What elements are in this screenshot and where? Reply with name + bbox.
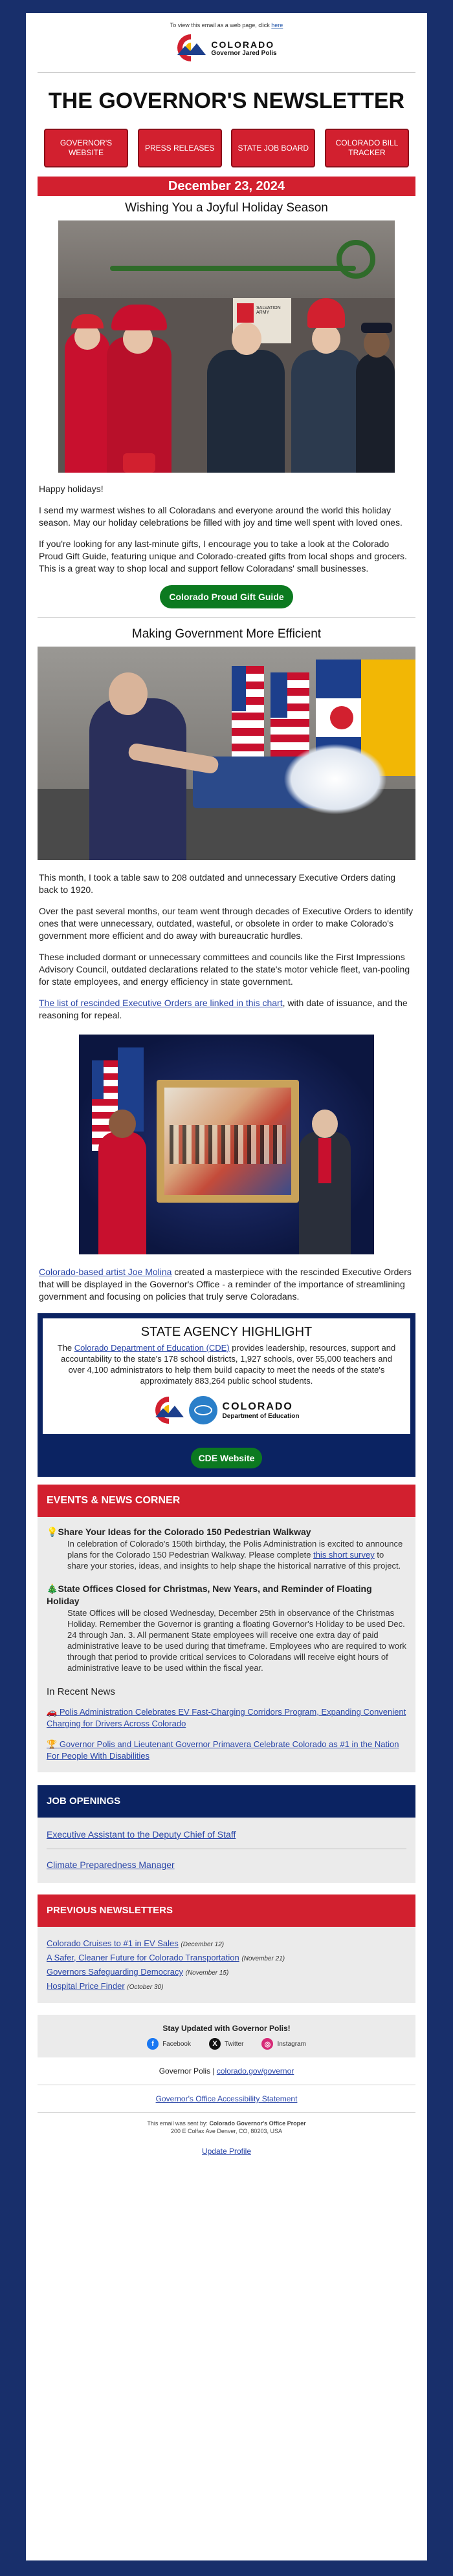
previous-date: (October 30): [127, 1984, 164, 1991]
social-footer: [38, 2015, 415, 2057]
instagram-link[interactable]: [261, 2038, 305, 2050]
car-icon: 🚗: [47, 1707, 58, 1717]
rescinded-orders-link[interactable]: The list of rescinded Executive Orders are linked in this chart: [39, 998, 283, 1008]
recent-news-item[interactable]: [47, 1739, 406, 1762]
table-saw-photo: [38, 647, 415, 860]
update-profile-link[interactable]: Update Profile: [201, 2147, 252, 2156]
preheader-link[interactable]: here: [271, 22, 283, 28]
holiday-heading: Wishing You a Joyful Holiday Season: [125, 201, 328, 215]
recent-news-item[interactable]: [47, 1706, 406, 1730]
jobs-heading: JOB OPENINGS: [38, 1785, 415, 1818]
efficiency-p1: This month, I took a table saw to 208 outdated and unnecessary Executive Orders dating back to 1920.: [39, 872, 395, 895]
recent-news-text[interactable]: Governor Polis and Lieutenant Governor Primavera Celebrate Colorado as #1 in the Nation For People With Disabilities: [47, 1739, 399, 1761]
tree-icon: 🎄: [47, 1583, 58, 1594]
trophy-icon: 🏆: [47, 1739, 58, 1749]
governors-website-button[interactable]: GOVERNOR'S WEBSITE: [44, 129, 128, 167]
twitter-label[interactable]: Twitter: [225, 2040, 244, 2048]
instagram-label[interactable]: Instagram: [277, 2040, 306, 2048]
date-banner: December 23, 2024: [38, 177, 415, 196]
governor-link-line: [38, 2057, 415, 2085]
recent-news-heading: In Recent News: [47, 1686, 115, 1697]
efficiency-p4-rest: , with date of issuance, and the reasoning for repeal.: [39, 998, 408, 1020]
efficiency-heading: Making Government More Efficient: [131, 627, 322, 641]
previous-date: (December 12): [181, 1941, 225, 1948]
governor-label: Governor Polis |: [159, 2066, 217, 2076]
event-text-post: to share your stories, ideas, and insights to help shape the historical narrative of this project.: [67, 1550, 401, 1571]
cde-website-button[interactable]: CDE Website: [191, 1448, 262, 1468]
state-job-board-button[interactable]: STATE JOB BOARD: [231, 129, 315, 167]
holiday-photo: [58, 220, 395, 473]
previous-date: (November 15): [185, 1970, 229, 1977]
sender-org: Colorado Governor's Office Proper: [209, 2120, 306, 2127]
artist-link[interactable]: Colorado-based artist Joe Molina: [39, 1267, 172, 1277]
facebook-link[interactable]: [147, 2038, 191, 2050]
twitter-link[interactable]: [209, 2038, 243, 2050]
header-logo: [38, 32, 415, 63]
event-text: [67, 1607, 406, 1673]
governor-site-link[interactable]: colorado.gov/governor: [216, 2066, 294, 2076]
accessibility-line: [38, 2085, 415, 2113]
gift-guide-button[interactable]: Colorado Proud Gift Guide: [160, 585, 293, 608]
job-link[interactable]: Executive Assistant to the Deputy Chief of Staff: [47, 1829, 236, 1840]
accessibility-link[interactable]: Governor's Office Accessibility Statement: [155, 2094, 298, 2103]
previous-heading: PREVIOUS NEWSLETTERS: [38, 1894, 415, 1927]
facebook-label[interactable]: Facebook: [162, 2040, 191, 2048]
twitter-icon: X: [209, 2038, 221, 2050]
lightbulb-icon: 💡: [47, 1527, 58, 1537]
efficiency-p5-rest: created a masterpiece with the rescinded Executive Orders that will be displayed in the Governor's Office - a reminder of the importance of streamlining government and focusing on policies that truly serve Coloradans.: [39, 1267, 412, 1302]
previous-item: [47, 1966, 406, 1980]
previous-link[interactable]: Hospital Price Finder: [47, 1981, 125, 1991]
facebook-icon: f: [147, 2038, 159, 2050]
cde-logo-line1: COLORADO: [222, 1401, 293, 1412]
previous-item: [47, 1937, 406, 1951]
event-title: State Offices Closed for Christmas, New Years, and Reminder of Floating Holiday: [47, 1583, 372, 1606]
agency-highlight: [38, 1313, 415, 1439]
previous-section: [38, 1927, 415, 2003]
newsletter-title: THE GOVERNOR'S NEWSLETTER: [48, 89, 405, 113]
sender-info: [38, 2113, 415, 2135]
divider: [38, 72, 415, 73]
events-section: [38, 1517, 415, 1772]
divider: [38, 617, 415, 618]
colorado-logo-icon: [176, 33, 206, 63]
efficiency-p3: These included dormant or unnecessary committees and councils like the First Impressions Advisory Council, outdated declarations related to the state's motor vehicle fleet, van-pooling for state employees, and energy efficiency in state government.: [39, 952, 410, 987]
logo-line2: Governor Jared Polis: [211, 49, 277, 57]
holiday-p1: Happy holidays!: [39, 484, 104, 494]
efficiency-p4: [38, 997, 415, 1022]
preheader: [38, 13, 415, 28]
kettle-sign: SALVATION ARMY: [256, 306, 281, 315]
logo-line1: COLORADO: [211, 39, 275, 50]
artwork-photo: [79, 1035, 374, 1254]
previous-date: (November 21): [241, 1955, 285, 1962]
job-link[interactable]: Climate Preparedness Manager: [47, 1860, 175, 1870]
cde-button-bar: [38, 1439, 415, 1477]
recent-news-text[interactable]: Polis Administration Celebrates EV Fast-Charging Corridors Program, Expanding Convenient Charging for Drivers Across Colorado: [47, 1707, 406, 1728]
previous-link[interactable]: A Safer, Cleaner Future for Colorado Transportation: [47, 1953, 239, 1962]
cde-logo: [52, 1394, 401, 1426]
agency-pre: The: [57, 1343, 74, 1353]
event-text: [67, 1538, 406, 1571]
agency-text: [52, 1342, 401, 1386]
colorado-c-icon: [154, 1395, 184, 1425]
bill-tracker-button[interactable]: COLORADO BILL TRACKER: [325, 129, 409, 167]
event-title: Share Your Ideas for the Colorado 150 Pedestrian Walkway: [58, 1527, 311, 1537]
event-text-pre: State Offices will be closed Wednesday, December 25th in observance of the Christmas Holiday. Remember the Governor is granting a floating Governor's Holiday to be used Dec. 24 through Jan. 3. All permanent State employees will receive one extra day of paid administrative leave to be used during that timeframe. Employees who are required to work through that period to provide critical services to Coloradans will receive eight hours of administrative leave to be used within the fiscal year.: [67, 1608, 406, 1673]
social-links: [38, 2038, 415, 2050]
previous-link[interactable]: Governors Safeguarding Democracy: [47, 1967, 183, 1977]
previous-item: [47, 1951, 406, 1966]
preheader-text: To view this email as a web page, click: [170, 22, 270, 28]
cde-link[interactable]: Colorado Department of Education (CDE): [74, 1343, 230, 1353]
cde-logo-line2: Department of Education: [222, 1412, 300, 1420]
holiday-p3: If you're looking for any last-minute gifts, I encourage you to take a look at the Colorado Proud Gift Guide, featuring unique and Colorado-created gifts from local shops and grocers. This is a great way to shop local and support fellow Coloradans' small businesses.: [39, 539, 407, 574]
instagram-icon: ◎: [261, 2038, 273, 2050]
newsletter-frame: [26, 13, 427, 2560]
event-text-pre: In celebration of Colorado's 150th birthday, the Polis Administration is excited to announce plans for the Colorado 150 Pedestrian Walkway. Please complete: [67, 1539, 403, 1560]
sent-by-label: This email was sent by:: [147, 2120, 210, 2127]
agency-rest: provides leadership, resources, support and accountability to the state's 178 school districts, 1,927 schools, over 55,000 teachers and over 4,100 administrators to help them build capacity to meet the needs of the state's approximately 883,264 public school students.: [61, 1343, 396, 1386]
agency-title: STATE AGENCY HIGHLIGHT: [140, 1325, 313, 1339]
press-releases-button[interactable]: PRESS RELEASES: [138, 129, 222, 167]
event-item: [47, 1526, 406, 1538]
previous-item: [47, 1980, 406, 1994]
jobs-section: [38, 1818, 415, 1883]
newsletter-body: [38, 13, 415, 2156]
events-heading: EVENTS & NEWS CORNER: [38, 1485, 415, 1517]
survey-link[interactable]: this short survey: [313, 1550, 375, 1560]
stay-updated: Stay Updated with Governor Polis!: [162, 2024, 291, 2033]
efficiency-p5: [38, 1266, 415, 1303]
sender-address: 200 E Colfax Ave Denver, CO, 80203, USA: [171, 2128, 282, 2134]
efficiency-p2: Over the past several months, our team went through decades of Executive Orders to identify ones that were unnecessary, outdated, wasteful, or obsolete in order to make Colorado's government more efficient and do away with bureaucratic hurdles.: [39, 906, 414, 941]
nav-buttons: [38, 123, 415, 167]
event-item: [47, 1583, 406, 1607]
holiday-p2: I send my warmest wishes to all Coloradans and everyone around the world this holiday season. May our holiday celebrations be filled with joy and time well spent with loved ones.: [39, 505, 403, 528]
cde-globe-icon: [189, 1396, 217, 1424]
previous-link[interactable]: Colorado Cruises to #1 in EV Sales: [47, 1938, 179, 1948]
